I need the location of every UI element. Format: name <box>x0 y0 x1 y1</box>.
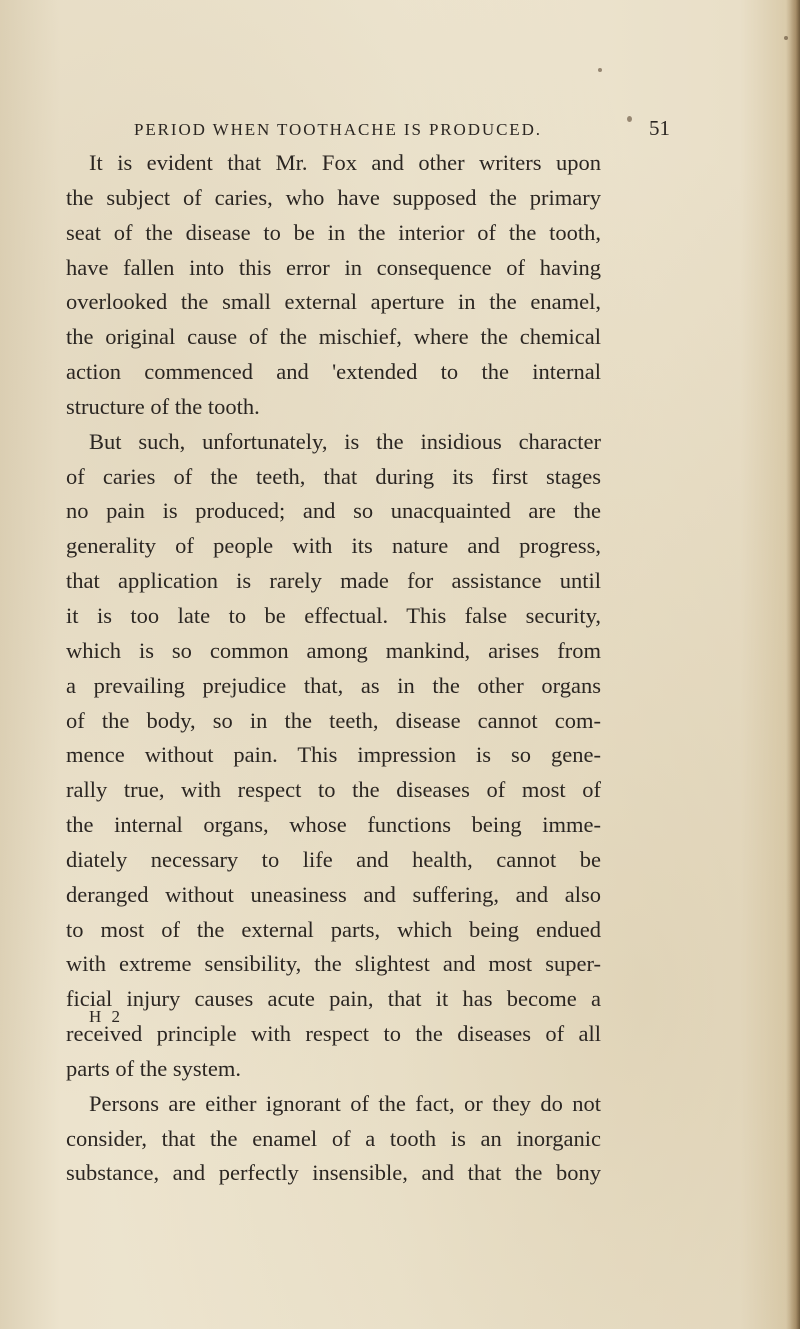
signature-mark: H 2 <box>89 1007 124 1026</box>
text-line: generality of people with its nature and progress, <box>66 533 601 559</box>
text-line: substance, and perfectly insensible, and that the bony <box>66 1160 601 1186</box>
text-line: no pain is produced; and so unacquainted are the <box>66 498 601 524</box>
text-line: action commenced and 'extended to the internal <box>66 359 601 385</box>
text-line: rally true, with respect to the diseases of most of <box>66 777 601 803</box>
text-line: of caries of the teeth, that during its first stages <box>66 463 601 489</box>
ink-speck <box>598 68 602 72</box>
text-line: seat of the disease to be in the interior of the tooth, <box>66 219 601 245</box>
body-text <box>66 146 601 1191</box>
text-line: the original cause of the mischief, where the chemical <box>66 324 601 350</box>
running-head <box>134 116 670 142</box>
text-line: to most of the external parts, which being endued <box>66 916 601 942</box>
text-line: which is so common among mankind, arises from <box>66 637 601 663</box>
text-line: with extreme sensibility, the slightest and most super- <box>66 951 601 977</box>
text-line: the subject of caries, who have supposed the primary <box>66 184 601 210</box>
text-line: structure of the tooth. <box>66 393 260 419</box>
text-line: the internal organs, whose functions being imme- <box>66 812 601 838</box>
text-line: parts of the system. <box>66 1055 241 1081</box>
text-line: of the body, so in the teeth, disease cannot com- <box>66 707 601 733</box>
text-line: mence without pain. This impression is so gene- <box>66 742 601 768</box>
text-line: have fallen into this error in consequence of having <box>66 254 601 280</box>
page-edge-shadow <box>786 0 800 1329</box>
ink-speck <box>784 36 788 40</box>
text-line: diately necessary to life and health, cannot be <box>66 846 601 872</box>
text-line: that application is rarely made for assistance until <box>66 568 601 594</box>
text-line: deranged without uneasiness and suffering, and also <box>66 881 601 907</box>
text-line: overlooked the small external aperture in the enamel, <box>66 289 601 315</box>
page-number: 51 <box>649 116 670 140</box>
text-line: received principle with respect to the diseases of all <box>66 1021 601 1047</box>
text-line: it is too late to be effectual. This false security, <box>66 602 601 628</box>
text-line: But such, unfortunately, is the insidious character <box>89 428 601 454</box>
text-line: ficial injury causes acute pain, that it has become a <box>66 986 601 1012</box>
text-line: It is evident that Mr. Fox and other writers upon <box>89 150 601 175</box>
text-line: Persons are either ignorant of the fact, or they do not <box>89 1090 601 1116</box>
running-title: PERIOD WHEN TOOTHACHE IS PRODUCED. <box>134 120 542 139</box>
text-line: consider, that the enamel of a tooth is an inorganic <box>66 1125 601 1151</box>
text-line: a prevailing prejudice that, as in the other organs <box>66 672 601 698</box>
